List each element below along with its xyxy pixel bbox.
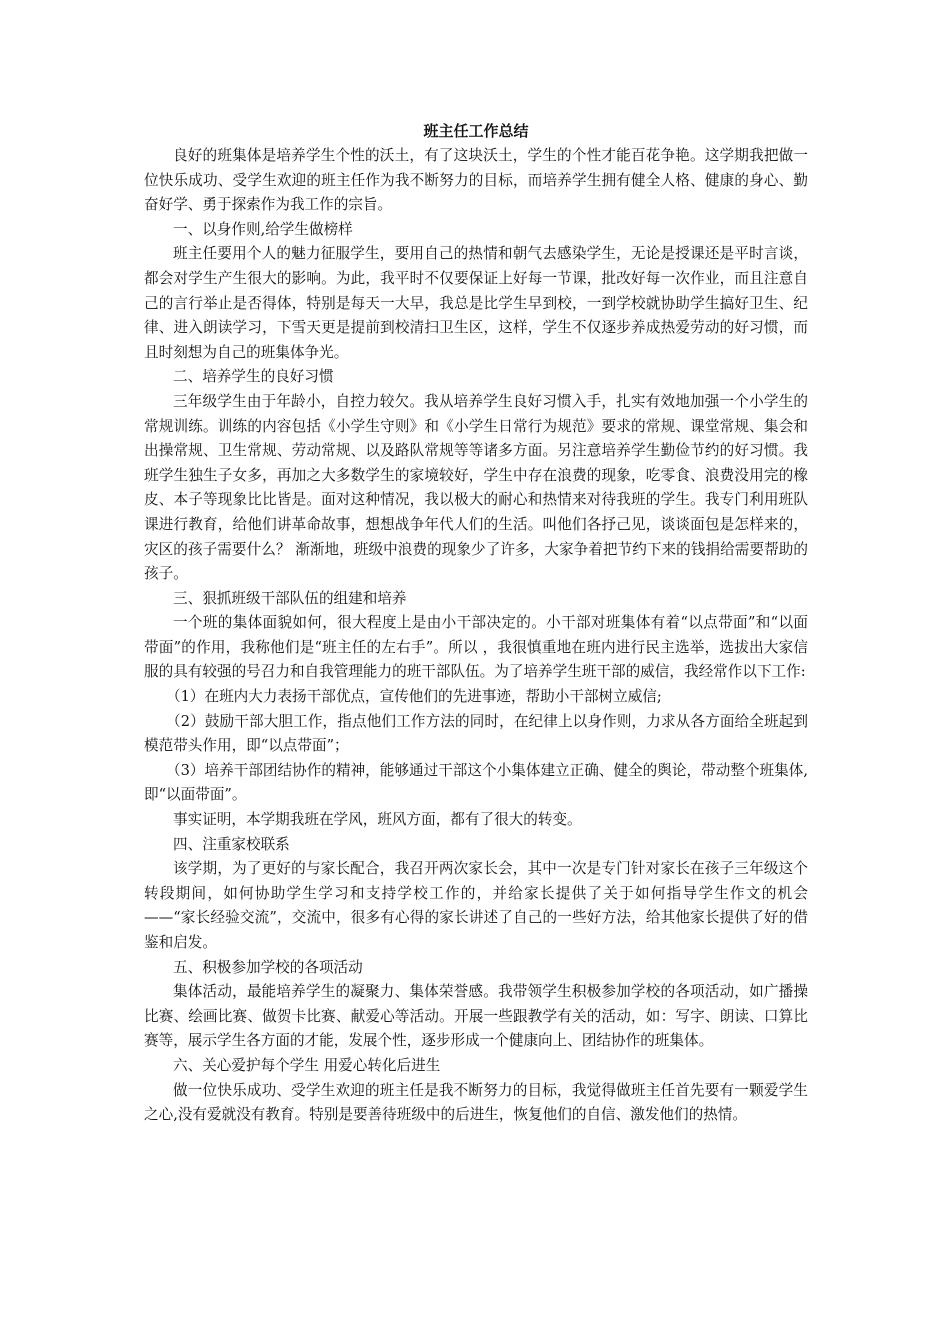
section-heading-2: 二、培养学生的良好习惯: [173, 368, 334, 386]
document-page: [144, 118, 808, 1128]
section-heading-3: 三、狠抓班级干部队伍的组建和培养: [173, 589, 407, 607]
section-heading-6: 六、关心爱护每个学生 用爱心转化后进生: [173, 1056, 441, 1074]
section-1-paragraph: 班主任要用个人的魅力征服学生，要用自己的热情和朝气去感染学生，无论是授课还是平时言谈，都会对学生产生很大的影响。为此，我平时不仅要保证上好每一节课，批改好每一次作业，而且注意自己的言行举止是否得体，特别是每天一大早，我总是比学生早到校，一到学校就协助学生搞好卫生、纪律、进入朗读学习，下雪天更是提前到校清扫卫生区，这样，学生不仅逐步养成热爱劳动的好习惯，而且时刻想为自己的班集体争光。: [144, 245, 808, 361]
section-6-paragraph: 做一位快乐成功、受学生欢迎的班主任是我不断努力的目标，我觉得做班主任首先要有一颗爱学生之心,没有爱就没有教育。特别是要善待班级中的后进生，恢复他们的自信、激发他们的热情。: [144, 1081, 808, 1124]
section-3-list-item: （3）培养干部团结协作的精神，能够通过干部这个小集体建立正确、健全的舆论，带动整个班集体,即“以面带面”。: [144, 761, 808, 804]
section-3-paragraph: 一个班的集体面貌如何，很大程度上是由小干部决定的。小干部对班集体有着“以点带面”和“以面带面”的作用，我称他们是“班主任的左右手”。所以 ，我很慎重地在班内进行民主选举，选拔出大家信服的具有较强的号召力和自我管理能力的班干部队伍。为了培养学生班干部的威信，我经常作以下工作:: [144, 614, 808, 681]
intro-paragraph: 良好的班集体是培养学生个性的沃土，有了这块沃土，学生的个性才能百花争艳。这学期我把做一位快乐成功、受学生欢迎的班主任作为我不断努力的目标，而培养学生拥有健全人格、健康的身心、勤奋好学、勇于探索作为我工作的宗旨。: [144, 147, 808, 214]
section-heading-4: 四、注重家校联系: [173, 835, 290, 853]
section-4-paragraph: 该学期，为了更好的与家长配合，我召开两次家长会，其中一次是专门针对家长在孩子三年级这个转段期间，如何协助学生学习和支持学校工作的，并给家长提供了关于如何指导学生作文的机会——“家长经验交流”，交流中，很多有心得的家长讲述了自己的一些好方法，给其他家长提供了好的借鉴和启发。: [144, 860, 808, 951]
section-heading-1: 一、以身作则,给学生做榜样: [173, 220, 353, 238]
section-3-closing: 事实证明，本学期我班在学风，班风方面，都有了很大的转变。: [173, 811, 582, 829]
section-2-paragraph: 三年级学生由于年龄小，自控力较欠。我从培养学生良好习惯入手，扎实有效地加强一个小学生的常规训练。训练的内容包括《小学生守则》和《小学生日常行为规范》要求的常规、课堂常规、集会和出操常规、卫生常规、劳动常规、以及路队常规等等诸多方面。另注意培养学生勤俭节约的好习惯。我班学生独生子女多，再加之大多数学生的家境较好，学生中存在浪费的现象，吃零食、浪费没用完的橡皮、本子等现象比比皆是。面对这种情况，我以极大的耐心和热情来对待我班的学生。我专门利用班队课进行教育，给他们讲革命故事，想想战争年代人们的生活。叫他们各抒己见，谈谈面包是怎样来的，灾区的孩子需要什么？ 渐渐地，班级中浪费的现象少了许多，大家争着把节约下来的钱捐给需要帮助的孩子。: [144, 392, 808, 583]
section-heading-5: 五、积极参加学校的各项活动: [173, 958, 363, 976]
section-3-list-item: （1）在班内大力表扬干部优点，宣传他们的先进事迹，帮助小干部树立威信;: [166, 688, 662, 706]
document-title: 班主任工作总结: [423, 122, 529, 140]
section-5-paragraph: 集体活动，最能培养学生的凝聚力、集体荣誉感。我带领学生积极参加学校的各项活动，如广播操比赛、绘画比赛、做贺卡比赛、献爱心等活动。开展一些跟教学有关的活动，如：写字、朗读、口算比赛等，展示学生各方面的才能，发展个性，逐步形成一个健康向上、团结协作的班集体。: [144, 983, 808, 1050]
section-3-list-item: （2）鼓励干部大胆工作，指点他们工作方法的同时，在纪律上以身作则，力求从各方面给全班起到模范带头作用，即“以点带面”；: [144, 712, 808, 755]
